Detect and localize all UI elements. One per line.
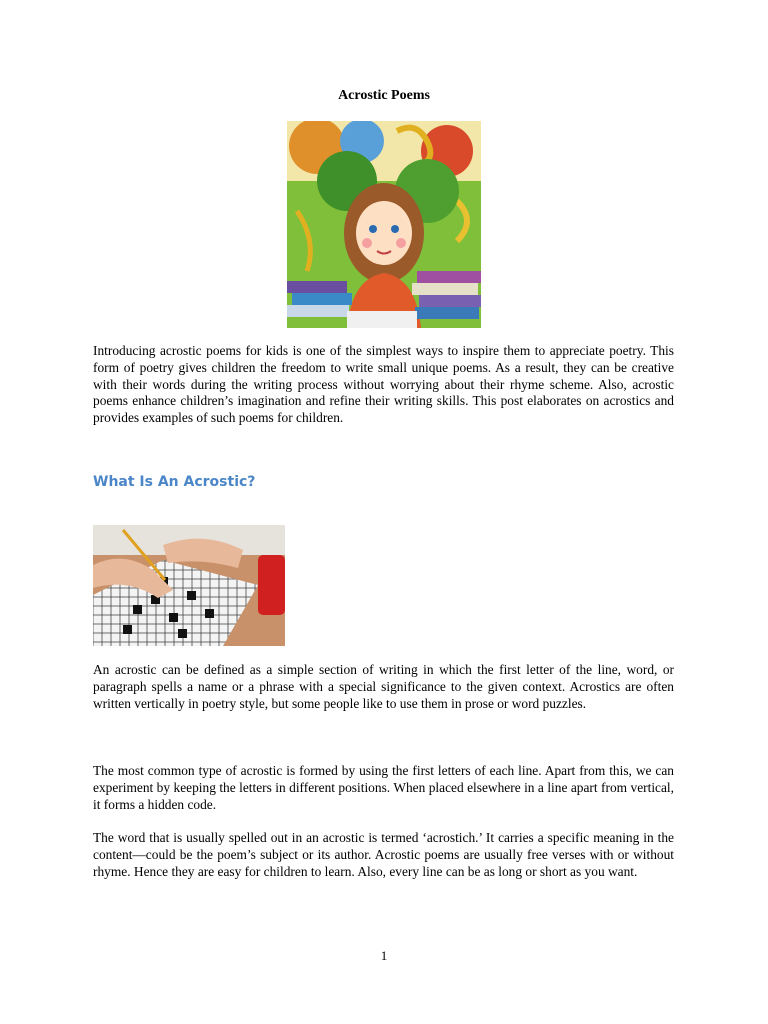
girl-with-books-illustration	[287, 121, 481, 328]
page-number: 1	[380, 948, 388, 963]
page-title: Acrostic Poems	[338, 88, 430, 103]
section-heading: What Is An Acrostic?	[93, 474, 256, 490]
intro-paragraph: Introducing acrostic poems for kids is one of the simplest ways to inspire them to appreciate poetry. This form of poetry gives children the freedom to write small unique poems. As a result, they can be creative with their words during the writing process without worrying about their rhyme scheme. Also, acrostic poems enhance children’s imagination and refine their writing skills. This post elaborates on acrostics and provides examples of such poems for children.	[93, 343, 674, 426]
body-paragraph-1: An acrostic can be defined as a simple section of writing in which the first letter of the line, word, or paragraph spells a name or a phrase with a special significance to the given context. Acrostics are often written vertically in poetry style, but some people like to use them in prose or word puzzles.	[93, 662, 674, 711]
body-paragraph-2: The most common type of acrostic is formed by using the first letters of each line. Apart from this, we can experiment by keeping the letters in different positions. When placed elsewhere in a line apart from vertical, it forms a hidden code.	[93, 763, 674, 812]
crossword-photo	[93, 525, 285, 646]
body-paragraph-3: The word that is usually spelled out in an acrostic is termed ‘acrostich.’ It carries a specific meaning in the content—could be the poem’s subject or its author. Acrostic poems are usually free verses with or without rhyme. Hence they are easy for children to learn. Also, every line can be as long or short as you want.	[93, 830, 674, 879]
